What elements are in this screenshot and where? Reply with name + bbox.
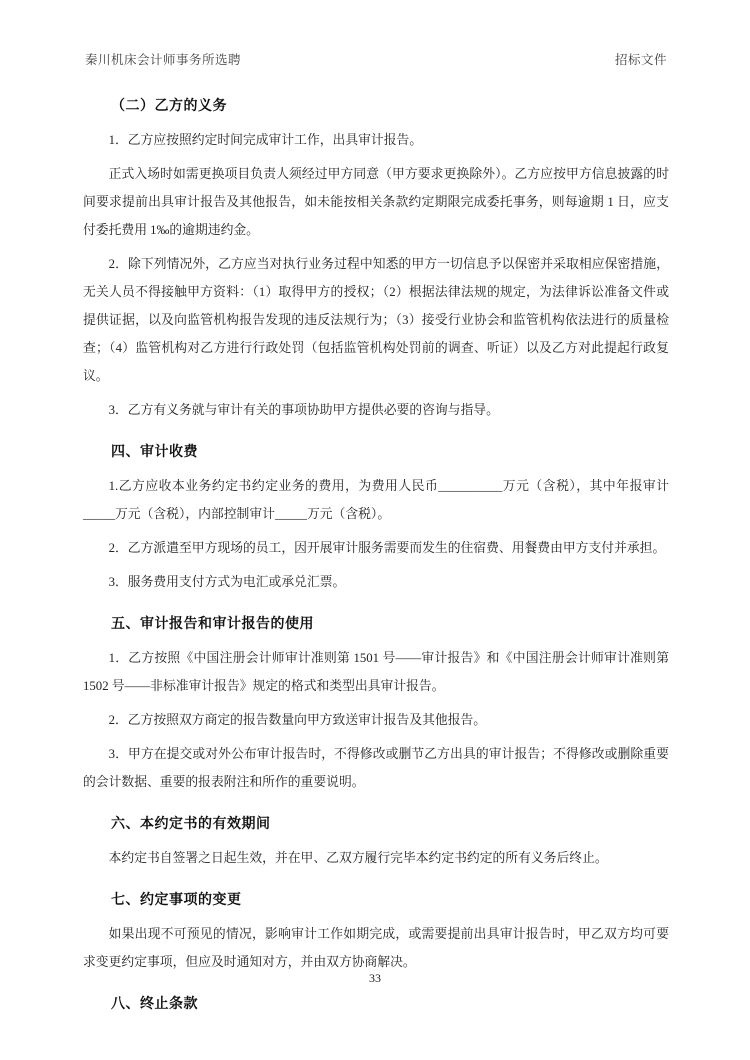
section-heading-audit-report-use: 五、审计报告和审计报告的使用	[111, 615, 314, 631]
page-header	[85, 50, 667, 68]
section-heading-termination-clause: 八、终止条款	[111, 995, 198, 1011]
paragraph: 2．除下列情况外，乙方应当对执行业务过程中知悉的甲方一切信息予以保密并采取相应保密措施，无关人员不得接触甲方资料：（1）取得甲方的授权；（2）根据法律法规的规定，为法律诉讼准备文件或提供证据，以及向监管机构报告发现的违反法规行为；（3）接受行业协会和监管机构依法进行的质量检查；（4）监管机构对乙方进行行政处罚（包括监管机构处罚前的调查、听证）以及乙方对此提起行政复议。	[83, 257, 669, 383]
paragraph: 1．乙方按照《中国注册会计师审计准则第 1501 号——审计报告》和《中国注册会计师审计准则第 1502 号——非标准审计报告》规定的格式和类型出具审计报告。	[83, 651, 669, 693]
paragraph: 3．乙方有义务就与审计有关的事项协助甲方提供必要的咨询与指导。	[108, 403, 499, 417]
paragraph: 本约定书自签署之日起生效，并在甲、乙双方履行完毕本约定书约定的所有义务后终止。	[108, 851, 608, 865]
paragraph-with-blanks: 1.乙方应收本业务约定书约定业务的费用，为费用人民币__________万元（含税），其中年报审计_____万元（含税），内部控制审计_____万元（含税）。	[83, 479, 669, 521]
header-doc-type: 招标文件	[614, 53, 667, 67]
page-footer	[0, 971, 750, 986]
paragraph: 正式入场时如需更换项目负责人须经过甲方同意（甲方要求更换除外）。乙方应按甲方信息披露的时间要求提前出具审计报告及其他报告，如未能按相关条款约定期限完成委托事务，则每逾期 1 日，应支付委托费用 1‰的逾期违约金。	[83, 167, 669, 237]
section-heading-audit-fees: 四、审计收费	[111, 443, 198, 459]
header-doc-title: 秦川机床会计师事务所选聘	[85, 53, 242, 67]
paragraph: 如果出现不可预见的情况，影响审计工作如期完成，或需要提前出具审计报告时，甲乙双方均可要求变更约定事项，但应及时通知对方，并由双方协商解决。	[83, 927, 669, 969]
section-heading-validity-period: 六、本约定书的有效期间	[111, 815, 271, 831]
paragraph: 2．乙方派遣至甲方现场的员工，因开展审计服务需要而发生的住宿费、用餐费由甲方支付并承担。	[108, 541, 666, 555]
paragraph: 3．服务费用支付方式为电汇或承兑汇票。	[108, 575, 346, 589]
document-body	[83, 78, 669, 1024]
page-number: 33	[369, 971, 381, 985]
section-heading-change-of-terms: 七、约定事项的变更	[111, 891, 242, 907]
section-heading-party-b-obligations: （二）乙方的义务	[111, 97, 227, 113]
paragraph: 3．甲方在提交或对外公布审计报告时，不得修改或删节乙方出具的审计报告；不得修改或删除重要的会计数据、重要的报表附注和所作的重要说明。	[83, 747, 669, 789]
paragraph: 2．乙方按照双方商定的报告数量向甲方致送审计报告及其他报告。	[108, 713, 487, 727]
paragraph: 1．乙方应按照约定时间完成审计工作，出具审计报告。	[108, 133, 423, 147]
